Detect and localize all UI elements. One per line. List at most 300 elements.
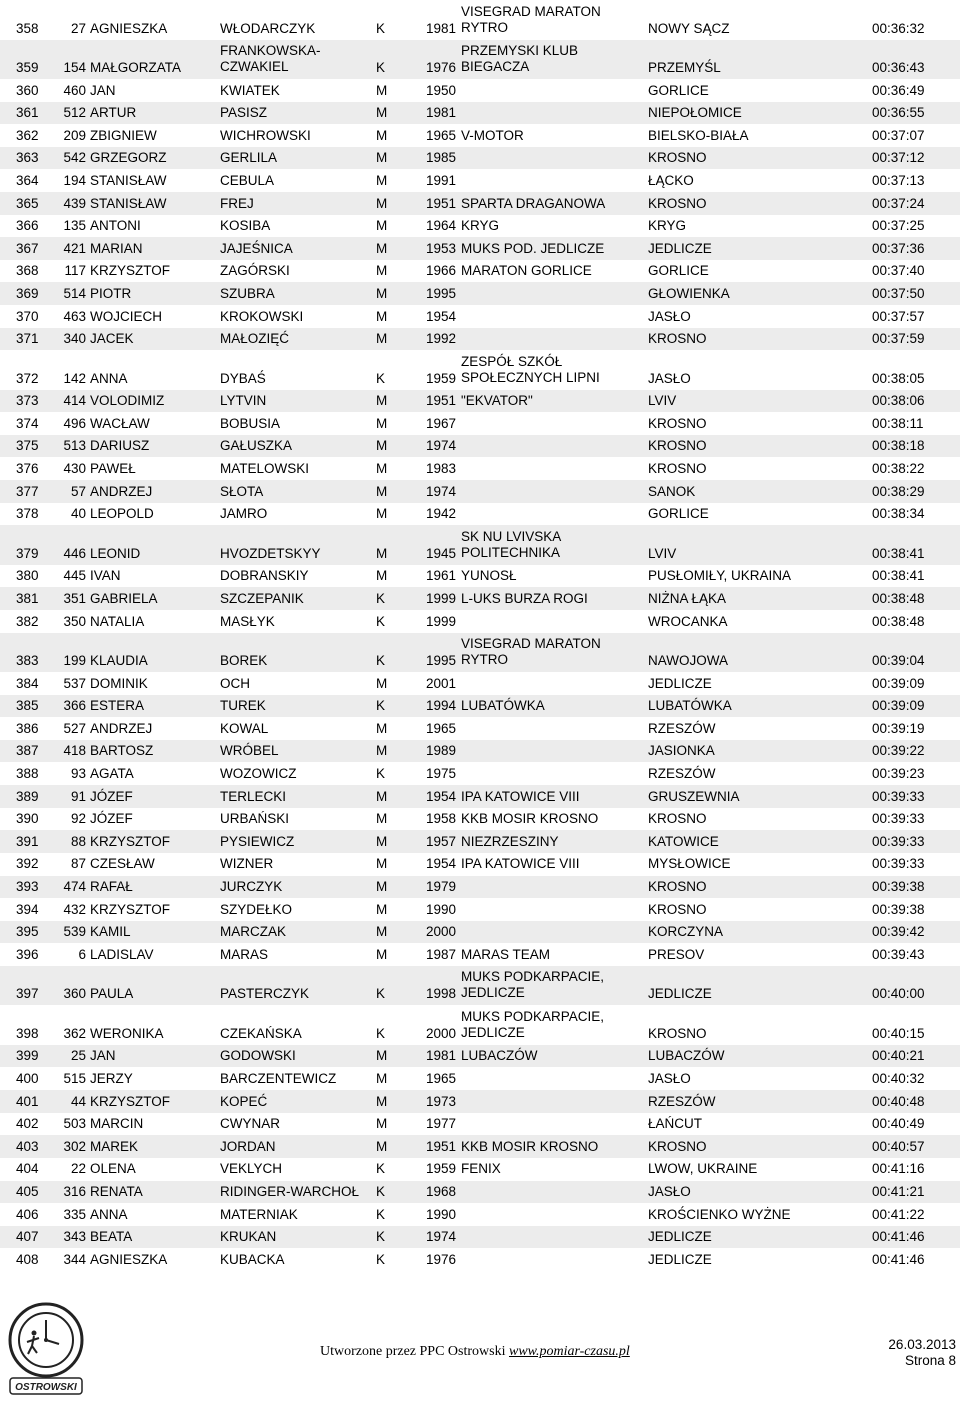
cell-last: CWYNAR xyxy=(220,1116,280,1132)
cell-last: WŁODARCZYK xyxy=(220,20,316,36)
cell-last: WRÓBEL xyxy=(220,743,279,759)
cell-time: 00:36:55 xyxy=(872,105,925,121)
cell-last: PASTERCZYK xyxy=(220,986,310,1002)
cell-city: KROSNO xyxy=(648,415,707,431)
table-row xyxy=(0,1226,960,1249)
table-row xyxy=(0,525,960,565)
cell-place: 404 xyxy=(16,1161,39,1177)
table-row xyxy=(0,587,960,610)
table-row xyxy=(0,853,960,876)
table-row xyxy=(0,458,960,481)
cell-first: ANNA xyxy=(90,1206,128,1222)
cell-city: RZESZÓW xyxy=(648,766,716,782)
cell-city: NIEPOŁOMICE xyxy=(648,105,742,121)
cell-year: 1981 xyxy=(426,1048,457,1064)
cell-bib: 527 xyxy=(63,720,86,736)
cell-last: MARAS xyxy=(220,946,269,962)
cell-time: 00:39:38 xyxy=(872,879,925,895)
cell-time: 00:37:12 xyxy=(872,150,925,166)
cell-sex: M xyxy=(376,172,388,188)
cell-last: KROKOWSKI xyxy=(220,308,304,324)
cell-first: LEOPOLD xyxy=(90,506,154,522)
cell-place: 375 xyxy=(16,438,39,454)
cell-sex: M xyxy=(376,308,388,324)
cell-sex: M xyxy=(376,438,388,454)
cell-year: 1989 xyxy=(426,743,457,759)
table-row xyxy=(0,412,960,435)
cell-city: BIELSKO-BIAŁA xyxy=(648,127,749,143)
table-row xyxy=(0,260,960,283)
cell-year: 1998 xyxy=(426,986,457,1002)
cell-first: JÓZEF xyxy=(90,811,133,827)
cell-year: 2000 xyxy=(426,924,457,940)
cell-sex: M xyxy=(376,833,388,849)
cell-city: KROŚCIENKO WYŻNE xyxy=(648,1206,791,1222)
cell-year: 1966 xyxy=(426,263,457,279)
cell-bib: 366 xyxy=(63,698,86,714)
cell-last: KUBACKA xyxy=(220,1251,285,1267)
cell-place: 394 xyxy=(16,901,39,917)
cell-last: GAŁUSZKA xyxy=(220,438,293,454)
cell-time: 00:38:18 xyxy=(872,438,925,454)
cell-place: 390 xyxy=(16,811,39,827)
cell-city: PRZEMYŚL xyxy=(648,60,721,75)
table-row xyxy=(0,672,960,695)
table-row xyxy=(0,282,960,305)
cell-first: IVAN xyxy=(90,568,121,584)
cell-time: 00:39:33 xyxy=(872,856,925,872)
cell-last: BOREK xyxy=(220,653,268,669)
table-row xyxy=(0,1005,960,1045)
cell-sex: K xyxy=(376,20,386,36)
table-row xyxy=(0,192,960,215)
cell-city: KROSNO xyxy=(648,438,707,454)
cell-bib: 514 xyxy=(63,285,86,301)
table-row xyxy=(0,1135,960,1158)
cell-first: GABRIELA xyxy=(90,590,158,606)
table-row xyxy=(0,305,960,328)
cell-time: 00:40:48 xyxy=(872,1093,925,1109)
cell-first: JÓZEF xyxy=(90,788,133,804)
cell-sex: K xyxy=(376,370,386,386)
cell-city: GŁOWIENKA xyxy=(648,285,730,301)
cell-first: JERZY xyxy=(90,1071,133,1087)
cell-first: VOLODIMIZ xyxy=(90,393,165,409)
cell-place: 366 xyxy=(16,218,39,234)
cell-city: ŁĄCKO xyxy=(648,172,694,188)
cell-place: 388 xyxy=(16,766,39,782)
cell-last: OCH xyxy=(220,675,250,691)
cell-place: 396 xyxy=(16,946,39,962)
cell-club: IPA KATOWICE VIII xyxy=(461,856,580,872)
cell-sex: M xyxy=(376,393,388,409)
cell-last: MARCZAK xyxy=(220,924,287,940)
cell-city: KROSNO xyxy=(648,1138,707,1154)
cell-place: 362 xyxy=(16,127,39,143)
cell-bib: 460 xyxy=(63,82,86,98)
cell-place: 389 xyxy=(16,788,39,804)
cell-club: ZESPÓŁ SZKÓŁ SPOŁECZNYCH LIPNI xyxy=(461,353,600,385)
cell-year: 1983 xyxy=(426,461,457,477)
cell-first: ARTUR xyxy=(90,105,137,121)
cell-year: 1968 xyxy=(426,1184,457,1200)
cell-last: WOZOWICZ xyxy=(220,766,297,782)
cell-bib: 302 xyxy=(63,1138,86,1154)
cell-sex: M xyxy=(376,483,388,499)
cell-year: 1954 xyxy=(426,856,457,872)
cell-time: 00:38:41 xyxy=(872,568,925,584)
cell-year: 1951 xyxy=(426,1138,457,1154)
cell-time: 00:39:22 xyxy=(872,743,925,759)
cell-first: STANISŁAW xyxy=(90,172,167,188)
cell-sex: K xyxy=(376,1184,386,1200)
table-row xyxy=(0,390,960,413)
cell-sex: M xyxy=(376,263,388,279)
cell-last: KOWAL xyxy=(220,720,269,736)
cell-bib: 154 xyxy=(63,60,86,75)
cell-time: 00:37:24 xyxy=(872,195,925,211)
cell-last: GERLILA xyxy=(220,150,278,166)
cell-time: 00:37:50 xyxy=(872,285,925,301)
table-row xyxy=(0,503,960,526)
cell-bib: 25 xyxy=(70,1048,86,1064)
table-row xyxy=(0,717,960,740)
cell-year: 1979 xyxy=(426,879,457,895)
cell-time: 00:39:33 xyxy=(872,833,925,849)
cell-bib: 209 xyxy=(63,127,86,143)
cell-bib: 496 xyxy=(63,415,86,431)
cell-first: LADISLAV xyxy=(90,946,154,962)
cell-year: 2001 xyxy=(426,675,457,691)
cell-last: BARCZENTEWICZ xyxy=(220,1071,337,1087)
cell-bib: 87 xyxy=(70,856,86,872)
cell-place: 370 xyxy=(16,308,39,324)
cell-city: KROSNO xyxy=(648,879,707,895)
cell-place: 395 xyxy=(16,924,39,940)
cell-city: KROSNO xyxy=(648,901,707,917)
cell-first: KLAUDIA xyxy=(90,653,148,669)
cell-time: 00:37:57 xyxy=(872,308,925,324)
cell-bib: 542 xyxy=(63,150,86,166)
cell-last: CZEKAŃSKA xyxy=(220,1025,302,1041)
cell-bib: 142 xyxy=(63,370,86,386)
table-row xyxy=(0,169,960,192)
cell-year: 1976 xyxy=(426,60,457,75)
cell-place: 382 xyxy=(16,613,39,629)
cell-city: JEDLICZE xyxy=(648,675,712,691)
cell-sex: M xyxy=(376,1071,388,1087)
cell-sex: M xyxy=(376,105,388,121)
cell-year: 1967 xyxy=(426,415,457,431)
cell-first: AGNIESZKA xyxy=(90,1251,168,1267)
cell-sex: M xyxy=(376,720,388,736)
cell-time: 00:41:46 xyxy=(872,1251,925,1267)
cell-club: NIEZRZESZINY xyxy=(461,833,559,849)
cell-sex: K xyxy=(376,613,386,629)
cell-sex: M xyxy=(376,568,388,584)
cell-last: WICHROWSKI xyxy=(220,127,311,143)
cell-year: 1992 xyxy=(426,331,457,347)
cell-place: 360 xyxy=(16,82,39,98)
cell-place: 363 xyxy=(16,150,39,166)
cell-year: 1974 xyxy=(426,1229,457,1245)
cell-city: JASŁO xyxy=(648,370,691,386)
cell-year: 1999 xyxy=(426,590,457,606)
table-row xyxy=(0,966,960,1006)
cell-last: SZCZEPANIK xyxy=(220,590,304,606)
cell-place: 374 xyxy=(16,415,39,431)
cell-sex: K xyxy=(376,1161,386,1177)
cell-time: 00:39:43 xyxy=(872,946,925,962)
cell-city: JASIONKA xyxy=(648,743,715,759)
cell-city: ŁAŃCUT xyxy=(648,1116,703,1132)
cell-last: BOBUSIA xyxy=(220,415,281,431)
cell-time: 00:40:49 xyxy=(872,1116,925,1132)
cell-city: KORCZYNA xyxy=(648,924,724,940)
cell-first: AGNIESZKA xyxy=(90,20,168,36)
cell-first: OLENA xyxy=(90,1161,136,1177)
cell-year: 1959 xyxy=(426,370,457,386)
cell-bib: 463 xyxy=(63,308,86,324)
cell-club: MUKS PODKARPACIE, JEDLICZE xyxy=(461,969,605,1001)
cell-sex: M xyxy=(376,675,388,691)
cell-bib: 414 xyxy=(63,393,86,409)
cell-city: NIŻNA ŁĄKA xyxy=(648,590,727,606)
cell-city: RZESZÓW xyxy=(648,720,716,736)
cell-city: GORLICE xyxy=(648,263,709,279)
cell-year: 1976 xyxy=(426,1251,457,1267)
cell-first: ZBIGNIEW xyxy=(90,127,157,143)
cell-city: GORLICE xyxy=(648,506,709,522)
cell-bib: 194 xyxy=(63,172,86,188)
cell-city: GORLICE xyxy=(648,82,709,98)
table-row xyxy=(0,328,960,351)
cell-club: YUNOSŁ xyxy=(461,568,517,584)
cell-sex: M xyxy=(376,240,388,256)
cell-time: 00:38:11 xyxy=(872,415,924,431)
cell-bib: 513 xyxy=(63,438,86,454)
cell-city: KROSNO xyxy=(648,150,707,166)
cell-place: 391 xyxy=(16,833,39,849)
cell-bib: 344 xyxy=(63,1251,86,1267)
cell-first: MARCIN xyxy=(90,1116,144,1132)
cell-place: 408 xyxy=(16,1251,39,1267)
ppc-ostrowski-logo xyxy=(6,1300,86,1398)
table-row xyxy=(0,79,960,102)
cell-city: JEDLICZE xyxy=(648,1229,712,1245)
cell-last: JAJEŚNICA xyxy=(220,240,293,256)
cell-year: 1981 xyxy=(426,105,457,121)
cell-first: WOJCIECH xyxy=(90,308,162,324)
cell-last: SŁOTA xyxy=(220,483,264,499)
cell-first: MAREK xyxy=(90,1138,139,1154)
cell-sex: M xyxy=(376,1093,388,1109)
cell-first: KRZYSZTOF xyxy=(90,1093,171,1109)
cell-first: PAULA xyxy=(90,986,134,1002)
cell-year: 1991 xyxy=(426,172,457,188)
table-row xyxy=(0,435,960,458)
cell-year: 1965 xyxy=(426,127,457,143)
cell-club: SPARTA DRAGANOWA xyxy=(461,195,606,211)
cell-first: KRZYSZTOF xyxy=(90,901,171,917)
cell-year: 1990 xyxy=(426,1206,457,1222)
cell-bib: 350 xyxy=(63,613,86,629)
cell-year: 1959 xyxy=(426,1161,457,1177)
cell-city: NAWOJOWA xyxy=(648,653,728,669)
cell-year: 2000 xyxy=(426,1025,457,1041)
cell-first: ANDRZEJ xyxy=(90,483,153,499)
cell-place: 377 xyxy=(16,483,39,499)
cell-first: BARTOSZ xyxy=(90,743,154,759)
cell-first: MAŁGORZATA xyxy=(90,60,182,75)
cell-place: 392 xyxy=(16,856,39,872)
cell-club: MARATON GORLICE xyxy=(461,263,592,279)
cell-city: KROSNO xyxy=(648,811,707,827)
cell-club: FENIX xyxy=(461,1161,501,1177)
cell-first: AGATA xyxy=(90,766,134,782)
cell-first: WERONIKA xyxy=(90,1025,164,1041)
table-row xyxy=(0,808,960,831)
table-row xyxy=(0,40,960,80)
cell-place: 364 xyxy=(16,172,39,188)
cell-last: MATELOWSKI xyxy=(220,461,310,477)
cell-sex: K xyxy=(376,60,386,75)
cell-last: FREJ xyxy=(220,195,254,211)
cell-city: JEDLICZE xyxy=(648,240,712,256)
table-row xyxy=(0,785,960,808)
cell-sex: M xyxy=(376,811,388,827)
cell-first: STANISŁAW xyxy=(90,195,167,211)
cell-year: 1958 xyxy=(426,811,457,827)
cell-time: 00:39:42 xyxy=(872,924,925,940)
cell-place: 407 xyxy=(16,1229,39,1245)
table-row xyxy=(0,1203,960,1226)
logo-text: OSTROWSKI xyxy=(15,1382,77,1393)
cell-time: 00:38:41 xyxy=(872,545,925,561)
table-row xyxy=(0,1181,960,1204)
cell-city: PRESOV xyxy=(648,946,705,962)
cell-last: TERLECKI xyxy=(220,788,287,804)
cell-place: 372 xyxy=(16,370,39,386)
cell-place: 402 xyxy=(16,1116,39,1132)
cell-year: 1951 xyxy=(426,393,457,409)
cell-bib: 362 xyxy=(63,1025,86,1041)
cell-year: 1965 xyxy=(426,720,457,736)
cell-club: LUBATÓWKA xyxy=(461,698,545,714)
cell-place: 405 xyxy=(16,1184,39,1200)
cell-city: KRYG xyxy=(648,218,687,234)
cell-city: NOWY SĄCZ xyxy=(648,20,730,36)
cell-club: SK NU LVIVSKA POLITECHNIKA xyxy=(461,528,562,560)
cell-first: KRZYSZTOF xyxy=(90,263,171,279)
cell-club: VISEGRAD MARATON RYTRO xyxy=(461,3,601,35)
cell-time: 00:37:07 xyxy=(872,127,925,143)
table-row xyxy=(0,610,960,633)
cell-year: 1974 xyxy=(426,483,457,499)
cell-bib: 335 xyxy=(63,1206,86,1222)
cell-first: DARIUSZ xyxy=(90,438,150,454)
cell-sex: M xyxy=(376,195,388,211)
cell-sex: M xyxy=(376,285,388,301)
cell-last: KOPEĆ xyxy=(220,1093,268,1109)
cell-bib: 44 xyxy=(70,1093,86,1109)
cell-year: 1954 xyxy=(426,308,457,324)
cell-sex: M xyxy=(376,545,388,561)
cell-sex: K xyxy=(376,1206,386,1222)
cell-place: 371 xyxy=(16,331,39,347)
cell-sex: K xyxy=(376,590,386,606)
cell-sex: M xyxy=(376,856,388,872)
cell-year: 1990 xyxy=(426,901,457,917)
cell-first: DOMINIK xyxy=(90,675,148,691)
cell-place: 376 xyxy=(16,461,39,477)
cell-last: LYTVIN xyxy=(220,393,267,409)
cell-first: WACŁAW xyxy=(90,415,150,431)
cell-sex: M xyxy=(376,743,388,759)
cell-year: 1994 xyxy=(426,698,457,714)
cell-time: 00:40:32 xyxy=(872,1071,925,1087)
cell-first: NATALIA xyxy=(90,613,145,629)
cell-first: KRZYSZTOF xyxy=(90,833,171,849)
cell-place: 380 xyxy=(16,568,39,584)
cell-last: DOBRANSKIY xyxy=(220,568,309,584)
cell-last: TUREK xyxy=(220,698,266,714)
table-row xyxy=(0,0,960,40)
cell-bib: 445 xyxy=(63,568,86,584)
cell-year: 1950 xyxy=(426,82,457,98)
cell-bib: 430 xyxy=(63,461,86,477)
cell-place: 358 xyxy=(16,20,39,36)
cell-place: 384 xyxy=(16,675,39,691)
cell-bib: 117 xyxy=(64,263,86,279)
cell-sex: M xyxy=(376,788,388,804)
cell-first: CZESŁAW xyxy=(90,856,155,872)
cell-sex: K xyxy=(376,653,386,669)
cell-place: 403 xyxy=(16,1138,39,1154)
cell-club: KKB MOSIR KROSNO xyxy=(461,811,599,827)
cell-time: 00:37:59 xyxy=(872,331,925,347)
cell-sex: M xyxy=(376,879,388,895)
website-link[interactable]: www.pomiar-czasu.pl xyxy=(508,1344,630,1359)
cell-bib: 539 xyxy=(63,924,86,940)
cell-club: MUKS PODKARPACIE, JEDLICZE xyxy=(461,1008,605,1040)
print-date: 26.03.2013 xyxy=(888,1337,956,1352)
cell-club: V-MOTOR xyxy=(461,127,524,143)
cell-city: JEDLICZE xyxy=(648,986,712,1002)
cell-place: 406 xyxy=(16,1206,39,1222)
table-row xyxy=(0,1045,960,1068)
cell-last: JORDAN xyxy=(220,1138,276,1154)
table-row xyxy=(0,147,960,170)
cell-place: 381 xyxy=(16,590,39,606)
cell-last: PASISZ xyxy=(220,105,268,121)
cell-place: 399 xyxy=(16,1048,39,1064)
cell-sex: M xyxy=(376,1138,388,1154)
cell-bib: 446 xyxy=(63,545,86,561)
cell-time: 00:38:48 xyxy=(872,590,925,606)
cell-last: ZAGÓRSKI xyxy=(220,263,290,279)
cell-bib: 91 xyxy=(70,788,86,804)
table-row xyxy=(0,124,960,147)
cell-place: 398 xyxy=(16,1025,39,1041)
cell-year: 1977 xyxy=(426,1116,457,1132)
cell-first: PIOTR xyxy=(90,285,132,301)
cell-first: ANNA xyxy=(90,370,128,386)
cell-sex: K xyxy=(376,698,386,714)
cell-year: 1954 xyxy=(426,788,457,804)
cell-last: VEKLYCH xyxy=(220,1161,283,1177)
table-row xyxy=(0,480,960,503)
